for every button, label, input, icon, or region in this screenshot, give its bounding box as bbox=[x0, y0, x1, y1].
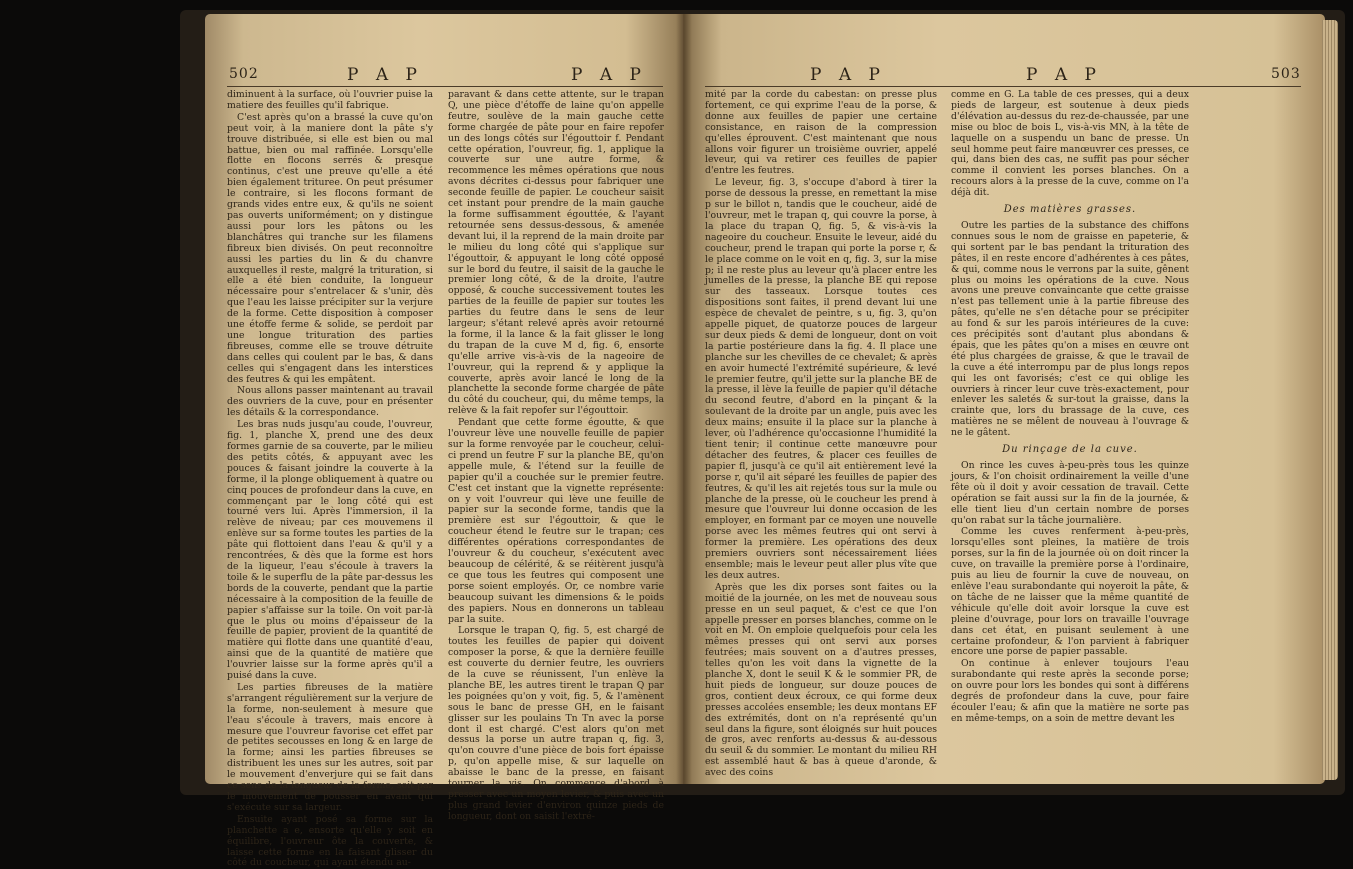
text-column bbox=[705, 89, 938, 779]
running-head: P A P bbox=[347, 65, 423, 85]
paragraph: C'est après qu'on a brassé la cuve qu'on peut voir, à la maniere dont la pâte s'y trouve distribuée, si elle est bien ou mal battue, bien ou mal raffinée. Lorsqu'elle flotte en flocons serrés & presque continus, c'est une preuve qu'elle a été bien également trituree. On peut présumer le contraire, si les flocons formant de grands vides entre eux, & qu'ils ne soient pas ouverts uniformément; on y distingue aussi pour lors les pâtons ou les blanchâtres qui tranche sur les filamens fibreux bien divisés. On peut reconnoître aussi les parties du lin & du chanvre auxquelles il reste, malgré la trituration, si elle a été bien conduite, la longueur nécessaire pour s'entrelacer & s'unir, dès que l'eau les laisse précipiter sur la verjure de la forme. Cette disposition à composer une étoffe ferme & solide, se perdoit par une longue trituration des parties fibreuses, comme elle se trouve détruite dans celles qui coulent par le bas, & dans celles qui s'engagent dans les interstices des feutres & qui les empâtent. bbox=[227, 111, 433, 385]
paragraph: Les parties fibreuses de la matière s'arrangent régulièrement sur la verjure de la forme, non-seulement à mesure que l'eau s'écoule à travers, mais encore à mesure que l'ouvreur favorise cet effet par de petites secousses en long & en large de la forme; ainsi les parties fibreuses se distribuent les unes sur les autres, soit par le mouvement d'enverjure qui se fait dans ce sens de la longueur de la forme, soit par le mouvement de pousser en avant qui s'exécute sur sa largeur. bbox=[227, 681, 433, 813]
paragraph: diminuent à la surface, où l'ouvrier puise la matiere des feuilles qu'il fabrique. bbox=[227, 89, 433, 111]
left-page bbox=[205, 14, 683, 869]
paragraph: Outre les parties de la substance des chiffons connues sous le nom de graisse en papeterie, & qui sortent par le bas pendant la trituration des pâtes, il en reste encore d'adhérentes à ces pâtes, & qui, comme nous le verrons par la suite, gênent plus ou moins les opérations de la cuve. Nous avons une preuve convaincante que cette graisse n'est pas tellement unie à la partie fibreuse des pâtes, qu'elle ne s'en détache pour se précipiter au fond & sur les parois intérieures de la cuve: ces précipités sont d'autant plus abondans & épais, que les pâtes qu'on a mises en œuvre ont été plus chargées de graisse, & que le travail de la cuve a été interrompu par de plus longs repos qui les ont favorisés; c'est ce qui oblige les ouvriers à rincer leur cuve très-exactement, pour enlever les saletés & sur-tout la graisse, dans la crainte que, lors du brassage de la cuve, ces matières ne se mêlent de nouveau à l'ouvrage & ne le gâtent. bbox=[951, 219, 1189, 439]
paragraph: Après que les dix porses sont faites ou la moitié de la journée, on les met de nouveau sous presse en un seul paquet, & c'est ce que l'on appelle presser en porses blanches, comme on le voit en M. On emploie quelquefois pour cela les mêmes presses qui ont servi aux porses feutrées; mais souvent on a d'autres presses, telles qu'on les voit dans la vignette de la planche X, dont le seuil K & le sommier PR, de huit pieds de longueur, sur douze pouces de gros, contient deux écroux, ce qui forme deux presses accolées ensemble; les deux montans EF des extrémités, dont on n'a représenté qu'un seul dans la figure, sont éloignés sur huit pouces de gros, avec renforts au-dessus & au-dessous du seuil & du sommier. Le montant du milieu RH est assemblé haut & bas à queue d'aronde, & avec des coins bbox=[705, 581, 937, 779]
paragraph: paravant & dans cette attente, sur le trapan Q, une pièce d'étoffe de laine qu'on appelle feutre, soulève de la main gauche cette forme chargée de pâte pour en faire repofer un des longs côtés sur l'égouttoir f. Pendant cette opération, l'ouvreur, fig. 1, applique la couverte sur une autre forme, & recommence les mêmes opérations que nous avons décrites ci-dessus pour fabriquer une seconde feuille de papier. Le coucheur saisit cet instant pour prendre de la main gauche la forme suffisamment égouttée, & l'ayant retournée sens dessus-dessous, & amenée devant lui, il la reprend de la main droite par le milieu du long côté qui s'applique sur l'égouttoir, & appuyant le long côté opposé sur le bord du feutre, il saisit de la gauche le premier long côté, & de la droite, l'autre opposé, & couche successivement toutes les parties de la feuille de papier sur toutes les parties du feutre dans le sens de leur largeur; s'étant relevé après avoir retourné la forme, il la lance & la fait glisser le long du trapan de la cuve M d, fig. 6, ensorte qu'elle arrive vis-à-vis de la nageoire de l'ouvreur, qui la reprend & y applique la couverte, après avoir lancé le long de la planchette la seconde forme chargée de pâte du côté du coucheur, qui, du même temps, la relève & la fait repofer sur l'égouttoir. bbox=[448, 89, 664, 417]
paragraph: Lorsque le trapan Q, fig. 5, est chargé de toutes les feuilles de papier qui doivent composer la porse, & que la dernière feuille est couverte du dernier feutre, les ouvriers de la cuve se réunissent, l'un enlève la planche BE, les autres tirent le trapan Q par les poignées qu'on y voit, fig. 5, & l'amènent sous le banc de presse GH, en le faisant glisser sur les poulains Tn Tn avec la porse dont il est chargé. C'est alors qu'on met dessus la porse un autre trapan q, fig. 3, qu'on couvre d'une pièce de bois fort épaisse p, qu'on appelle mise, & sur laquelle on abaisse le banc de la presse, en faisant tourner la vis. On commence d'abord à presser avec un moyen levier, & puis avec un plus grand levier d'environ quinze pieds de longueur, dont on saisit l'extré- bbox=[448, 625, 664, 822]
header-rule bbox=[227, 86, 663, 87]
running-head: P A P bbox=[1026, 65, 1102, 85]
paragraph: On continue à enlever toujours l'eau surabondante qui reste après la seconde porse; on ouvre pour lors les bondes qui sont à différens degrés de profondeur dans la cuve, pour faire écouler l'eau; & afin que la matière ne sorte pas en même-temps, on a soin de mettre devant les bbox=[951, 658, 1189, 724]
section-heading: Du rinçage de la cuve. bbox=[1002, 444, 1138, 456]
text-column bbox=[448, 89, 664, 822]
running-head: P A P bbox=[810, 65, 886, 85]
section-heading: Des matières grasses. bbox=[1003, 204, 1137, 216]
page-number: 502 bbox=[229, 66, 259, 82]
right-page bbox=[683, 14, 1325, 784]
paragraph: Les bras nuds jusqu'au coude, l'ouvreur, fig. 1, planche X, prend une des deux formes garnie de sa couverte, par le milieu des petits côtés, & appuyant avec les pouces & faisant joindre la couverte à la forme, il la plonge obliquement à quatre ou cinq pouces de profondeur dans la cuve, en commençant par le long côté qui est tourné vers lui. Après l'immersion, il la relève de niveau; par ces mouvemens il enlève sur sa forme toutes les parties de la pâte qui flottoient dans l'eau & qu'il y a rencontrées, & dès que la forme est hors de la liqueur, l'eau s'écoule à travers la toile & le superflu de la pâte par-dessus les bords de la couverte, pendant que la partie nécessaire à la composition de la feuille de papier s'affaisse sur la toile. On voit par-là que le plus ou moins d'épaisseur de la feuille de papier, provient de la quantité de matière qui flotte dans une quantité d'eau, ainsi que de la quantité de matière que l'ouvrier laisse sur la forme après qu'il a puisé dans la cuve. bbox=[227, 419, 433, 682]
book-gutter bbox=[676, 14, 692, 784]
running-head: P A P bbox=[571, 65, 647, 85]
paragraph: Le leveur, fig. 3, s'occupe d'abord à tirer la porse de dessous la presse, en remettant la mise p sur le billot n, tandis que le coucheur, aidé de l'ouvreur, met le trapan q, qui couvre la porse, à la place du trapan Q, fig. 5, & vis-à-vis la nageoire du coucheur. Ensuite le leveur, aidé du coucheur, prend le trapan qui porte la porse r, & le place comme on le voit en q, fig. 3, sur la mise p; il ne reste plus au leveur qu'à placer entre les jumelles de la presse, la planche BE qui repose sur des tasseaux. Lorsque toutes ces dispositions sont faites, il prend devant lui une espèce de chevalet de peintre, s u, fig. 3, qu'on appelle piquet, de quatorze pouces de largeur sur deux pieds & demi de longueur, dont on voit la partie postérieure dans la fig. 4. Il place une planche sur les chevilles de ce chevalet; & après en avoir humecté l'extrémité supérieure, & levé le premier feutre, qu'il jette sur la planche BE de la presse, il lève la feuille de papier qu'il détache du second feutre, d'abord en la pinçant & la soulevant de la droite par un angle, puis avec les deux mains; ensuite il la place sur la planche à lever, où l'adhérence qu'occasionne l'humidité la tient tenir; il continue cette manœuvre pour détacher des feutres, & placer ces feuilles de papier fl, jusqu'à ce qu'il ait entièrement levé la porse r, qu'il ait séparé les feuilles de papier des feutres, & qu'il les ait rejetés tous sur la mule ou planche de la presse, où le coucheur les prend à mesure que l'ouvreur lui donne occasion de les employer, en formant par ce moyen une nouvelle porse avec les mêmes feutres qui ont servi à former la première. Les opérations des deux premiers ouvriers sont nécessairement liées ensemble; mais le leveur peut aller plus vîte que les deux autres. bbox=[705, 177, 938, 581]
paragraph: mité par la corde du cabestan: on presse plus fortement, ce qui exprime l'eau de la porse, & donne aux feuilles de papier une certaine consistance, en raison de la compression qu'elles éprouvent. C'est maintenant que nous allons voir figurer un troisième ouvrier, appelé leveur, qui va retirer ces feuilles de papier d'entre les feutres. bbox=[705, 89, 937, 177]
paragraph: comme en G. La table de ces presses, qui a deux pieds de largeur, est soutenue à deux pieds d'élévation au-dessus du rez-de-chaussée, par une mise ou bloc de bois L, vis-à-vis MN, à la tête de laquelle on a suspendu un banc de presse. Un seul homme peut faire manœuvrer ces presses, ce qui, dans bien des cas, ne suffit pas pour sécher comme il convient les porses blanches. On a recours alors à la presse de la cuve, comme on l'a déjà dit. bbox=[951, 89, 1189, 199]
page-number: 503 bbox=[1271, 66, 1301, 82]
paragraph: Ensuite ayant posé sa forme sur la planchette a e, ensorte qu'elle y soit en équilibre, l'ouvreur ôte la couverte, & laisse cette forme en la faisant glisser du côté du coucheur, qui ayant étendu au- bbox=[227, 813, 433, 869]
page-edges bbox=[1322, 20, 1338, 780]
text-column bbox=[227, 89, 433, 869]
text-column bbox=[951, 90, 1189, 776]
header-rule bbox=[705, 86, 1301, 87]
paragraph: Nous allons passer maintenant au travail des ouvriers de la cuve, pour en présenter les détails & la correspondance. bbox=[227, 385, 433, 419]
paragraph: Comme les cuves renferment à-peu-près, lorsqu'elles sont pleines, la matière de trois porses, sur la fin de la journée où on doit rincer la cuve, on travaille la première porse à l'ordinaire, puis au lieu de fournir la cuve de nouveau, on enlève l'eau surabondante qui noyeroit la pâte, & on tâche de ne laisser que la même quantité de véhicule qu'elle doit avoir lorsque la cuve est pleine d'ouvrage, pour lors on travaille l'ouvrage dans cet état, en puisant seulement à une certaine profondeur, & l'on parvient à fabriquer encore une porse de papier passable. bbox=[951, 526, 1189, 658]
paragraph: On rince les cuves à-peu-près tous les quinze jours, & l'on choisit ordinairement la veille d'une fête où il doit y avoir cessation de travail. Cette opération se fait aussi sur la fin de la journée, & elle tient lieu d'un certain nombre de porses qu'on rabat sur la tâche journalière. bbox=[951, 460, 1189, 526]
paragraph: Pendant que cette forme égoutte, & que l'ouvreur lève une nouvelle feuille de papier sur la forme renvoyée par le coucheur, celui-ci prend un feutre F sur la planche BE, qu'on appelle mule, & l'étend sur la feuille de papier qu'il a couchée sur le premier feutre. C'est cet instant que la vignette représente: on y voit l'ouvreur qui lève une feuille de papier sur la seconde forme, tandis que la première est sur l'égouttoir, & que le coucheur étend le feutre sur le trapan; ces différentes opérations correspondantes de l'ouvreur & du coucheur, s'exécutent avec beaucoup de célérité, & se réitèrent jusqu'à ce que tous les feutres qui composent une porse soient employés. Or, ce nombre varie beaucoup suivant les dimensions & le poids des papiers. Nous en donnerons un tableau par la suite. bbox=[448, 417, 664, 625]
